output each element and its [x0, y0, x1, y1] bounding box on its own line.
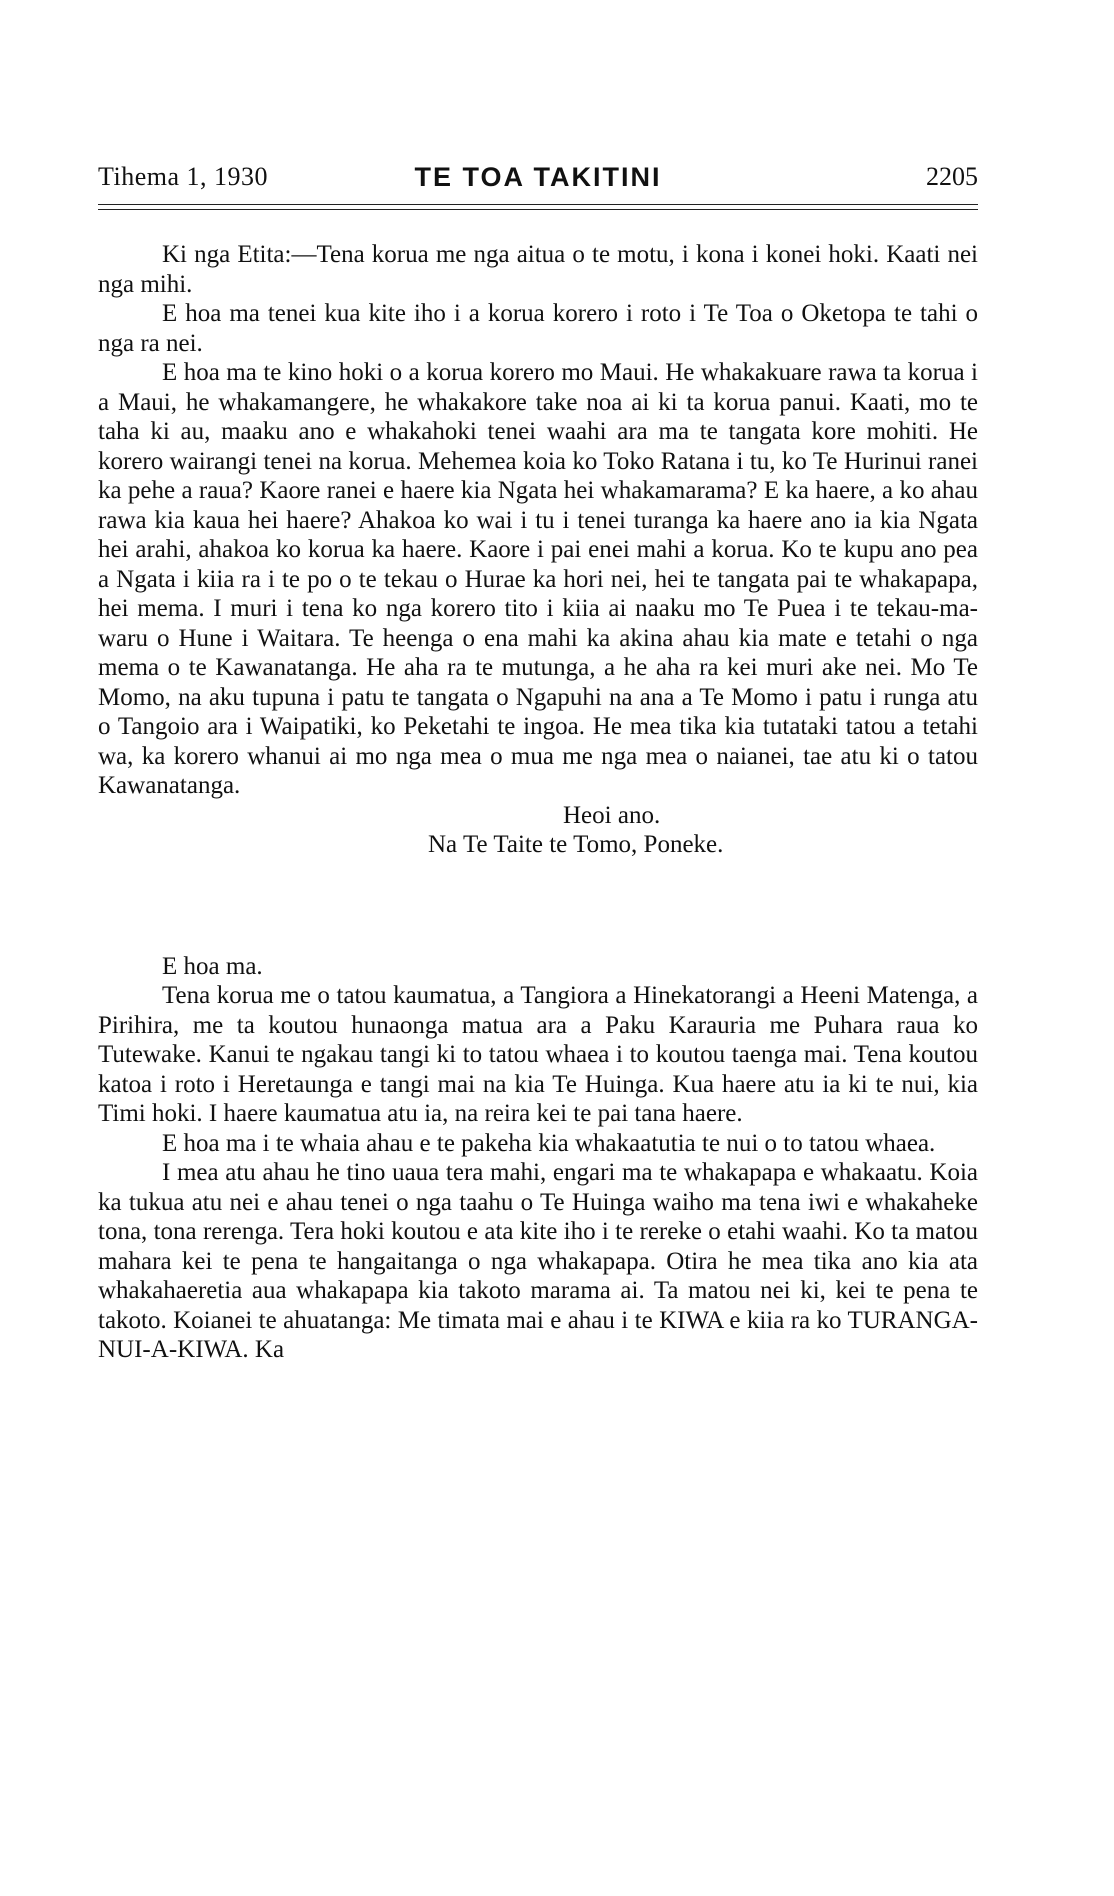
header-rule-top — [98, 204, 978, 205]
letter-one — [98, 240, 978, 860]
page-number: 2205 — [926, 162, 978, 191]
letter-two — [98, 952, 978, 1365]
letter-one-paragraph-1: Ki nga Etita:—Tena korua me nga aitua o te motu, i kona i konei hoki. Kaati nei nga mihi. — [98, 241, 978, 298]
letter-one-signature: Na Te Taite te Tomo, Poneke. — [428, 831, 724, 858]
issue-date: Tihema 1, 1930 — [98, 162, 268, 191]
letter-one-signoff — [98, 801, 978, 860]
letter-one-closing: Heoi ano. — [563, 801, 661, 829]
letter-two-salutation: E hoa ma. — [162, 952, 263, 980]
letter-two-paragraph-2: E hoa ma i te whaia ahau e te pakeha kia whakaatutia te nui o to tatou whaea. — [162, 1129, 936, 1157]
page-header — [98, 162, 978, 198]
letter-one-paragraph-2: E hoa ma tenei kua kite iho i a korua korero i roto i Te Toa o Oketopa te tahi o nga ra nei. — [98, 300, 978, 357]
letter-two-paragraph-3: I mea atu ahau he tino uaua tera mahi, engari ma te whakapapa e whakaatu. Koia ka tukua atu nei e ahau tenei o nga taahu o Te Huinga waiho ma tena iwi e whakaheke tona, tona rerenga. Tera hoki koutou e ata kite iho i te rereke o etahi waahi. Ko ta matou mahara kei te pena te hangaitanga o nga whakapapa. Otira he mea tika ano kia ata whakahaeretia aua whakapapa kia takoto marama ai. Ta matou nei ki, kei te pena te takoto. Koianei te ahuatanga: Me timata mai e ahau i te KIWA e kiia ra ko TURANGA-NUI-A-KIWA. Ka — [98, 1159, 978, 1363]
letter-one-paragraph-3: E hoa ma te kino hoki o a korua korero mo Maui. He whakakuare rawa ta korua i a Maui, he whakamangere, he whakakore take noa ai ki ta korua panui. Kaati, mo te taha ki au, maaku ano e whakahoki tenei waahi ara ma te tangata kore mohiti. He korero wairangi tenei na korua. Mehemea koia ko Toko Ratana i tu, ko Te Hurinui ranei ka pehe a raua? Kaore ranei e haere kia Ngata hei whakamarama? E ka haere, a ko ahau rawa kia kaua hei haere? Ahakoa ko wai i tu i tenei turanga ka haere ano ia kia Ngata hei arahi, ahakoa ko korua ka haere. Kaore i pai enei mahi a korua. Ko te kupu ano pea a Ngata i kiia ra i te po o te tekau o Hurae ka hori nei, hei te tangata pai te whakapapa, hei mema. I muri i tena ko nga korero tito i kiia ai naaku mo Te Puea i te tekau-ma-waru o Hune i Waitara. Te heenga o ena mahi ka akina ahau kia mate e tetahi o nga mema o te Kawanatanga. He aha ra te mutunga, a he aha ra kei muri ake nei. Mo Te Momo, na aku tupuna i patu te tangata o Ngapuhi na ana a Te Momo i patu i runga atu o Tangoio ara i Waipatiki, ko Peketahi te ingoa. He mea tika kia tutataki tatou a tetahi wa, ka korero whanui ai mo nga mea o mua me nga mea o naianei, tae atu ki o tatou Kawanatanga. — [98, 359, 978, 799]
article-body — [98, 240, 978, 1365]
header-rule-bottom — [98, 209, 978, 210]
publication-title: TE TOA TAKITINI — [414, 162, 662, 192]
letter-two-paragraph-1: Tena korua me o tatou kaumatua, a Tangiora a Hinekatorangi a Heeni Matenga, a Pirihira, me ta koutou hunaonga matua ara a Paku Karauria me Puhara raua ko Tutewake. Kanui te ngakau tangi ki to tatou whaea i to koutou taenga mai. Tena koutou katoa i roto i Heretaunga e tangi mai na kia Te Huinga. Kua haere atu ia ki te nui, kia Timi hoki. I haere kaumatua atu ia, na reira kei te pai tana haere. — [98, 982, 978, 1127]
